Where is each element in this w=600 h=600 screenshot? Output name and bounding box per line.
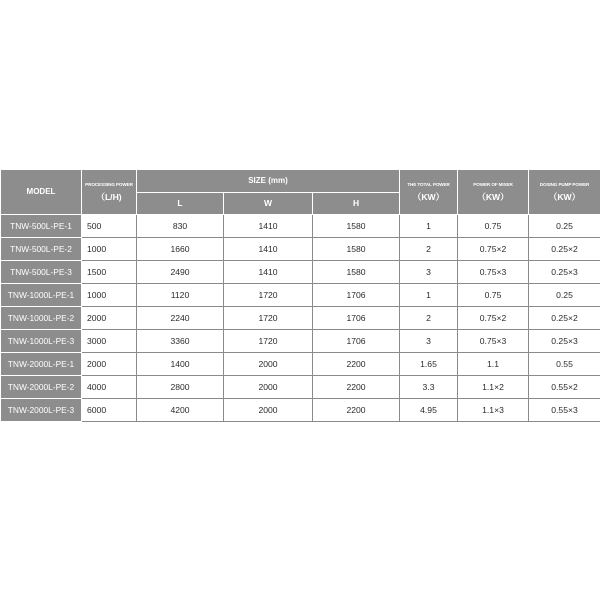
size-w-cell: 1410: [224, 215, 313, 238]
header-total-power: [400, 170, 458, 215]
size-h-cell: 1580: [313, 238, 400, 261]
size-h-cell: 1580: [313, 215, 400, 238]
mixer-power-cell: 0.75: [458, 284, 529, 307]
size-h-cell: 1706: [313, 284, 400, 307]
size-l-cell: 1660: [137, 238, 224, 261]
mixer-power-cell: 1.1: [458, 353, 529, 376]
size-l-cell: 3360: [137, 330, 224, 353]
header-dosing-power-label: DOSING PUMP POWER: [539, 181, 590, 187]
processing-cell: 1500: [82, 261, 137, 284]
spec-table: [0, 169, 600, 422]
dosing-power-cell: 0.25×3: [529, 261, 600, 284]
total-power-cell: 1: [400, 284, 458, 307]
total-power-cell: 1: [400, 215, 458, 238]
header-mixer-power-label: POWER OF MIXER: [473, 181, 513, 187]
total-power-cell: 4.95: [400, 399, 458, 422]
header-model: MODEL: [1, 170, 82, 215]
spec-table-body: [1, 215, 600, 422]
size-l-cell: 830: [137, 215, 224, 238]
model-cell: TNW-500L-PE-2: [1, 238, 82, 261]
header-size-h: H: [313, 193, 400, 215]
mixer-power-cell: 1.1×3: [458, 399, 529, 422]
header-size-w: W: [224, 193, 313, 215]
header-row-1: [1, 170, 600, 193]
size-l-cell: 2800: [137, 376, 224, 399]
total-power-cell: 3.3: [400, 376, 458, 399]
header-processing-power-label: PROCESSING POWER: [85, 181, 133, 187]
size-w-cell: 1720: [224, 284, 313, 307]
model-cell: TNW-500L-PE-3: [1, 261, 82, 284]
processing-cell: 1000: [82, 284, 137, 307]
size-h-cell: 1580: [313, 261, 400, 284]
dosing-power-cell: 0.25: [529, 284, 600, 307]
model-cell: TNW-1000L-PE-2: [1, 307, 82, 330]
mixer-power-cell: 0.75: [458, 215, 529, 238]
header-processing-power-unit: （L/H): [96, 192, 122, 203]
header-total-power-label: THE TOTAL POWER: [407, 181, 450, 187]
header-size-l: L: [137, 193, 224, 215]
mixer-power-cell: 1.1×2: [458, 376, 529, 399]
processing-cell: 3000: [82, 330, 137, 353]
table-row: [1, 376, 600, 399]
header-total-power-unit: （KW）: [412, 192, 445, 203]
total-power-cell: 3: [400, 261, 458, 284]
processing-cell: 6000: [82, 399, 137, 422]
table-row: [1, 307, 600, 330]
size-w-cell: 1410: [224, 261, 313, 284]
total-power-cell: 2: [400, 307, 458, 330]
size-h-cell: 1706: [313, 307, 400, 330]
model-cell: TNW-2000L-PE-2: [1, 376, 82, 399]
table-row: [1, 261, 600, 284]
model-cell: TNW-1000L-PE-1: [1, 284, 82, 307]
size-l-cell: 4200: [137, 399, 224, 422]
size-w-cell: 2000: [224, 353, 313, 376]
mixer-power-cell: 0.75×3: [458, 261, 529, 284]
size-l-cell: 1400: [137, 353, 224, 376]
processing-cell: 500: [82, 215, 137, 238]
processing-cell: 2000: [82, 353, 137, 376]
size-w-cell: 2000: [224, 399, 313, 422]
table-row: [1, 238, 600, 261]
mixer-power-cell: 0.75×3: [458, 330, 529, 353]
dosing-power-cell: 0.55: [529, 353, 600, 376]
header-mixer-power-unit: （KW）: [477, 192, 509, 203]
table-row: [1, 353, 600, 376]
size-h-cell: 2200: [313, 376, 400, 399]
dosing-power-cell: 0.55×3: [529, 399, 600, 422]
total-power-cell: 2: [400, 238, 458, 261]
processing-cell: 4000: [82, 376, 137, 399]
size-h-cell: 1706: [313, 330, 400, 353]
size-h-cell: 2200: [313, 399, 400, 422]
header-size: SIZE (mm): [137, 170, 400, 193]
size-h-cell: 2200: [313, 353, 400, 376]
header-processing-power: [82, 170, 137, 215]
model-cell: TNW-1000L-PE-3: [1, 330, 82, 353]
header-mixer-power: [458, 170, 529, 215]
size-l-cell: 2240: [137, 307, 224, 330]
dosing-power-cell: 0.25×2: [529, 238, 600, 261]
size-w-cell: 1720: [224, 330, 313, 353]
mixer-power-cell: 0.75×2: [458, 238, 529, 261]
header-dosing-power: [529, 170, 600, 215]
model-cell: TNW-2000L-PE-1: [1, 353, 82, 376]
size-w-cell: 1410: [224, 238, 313, 261]
size-l-cell: 1120: [137, 284, 224, 307]
header-dosing-power-unit: （KW）: [548, 192, 581, 203]
size-w-cell: 2000: [224, 376, 313, 399]
size-w-cell: 1720: [224, 307, 313, 330]
dosing-power-cell: 0.25×3: [529, 330, 600, 353]
processing-cell: 1000: [82, 238, 137, 261]
table-row: [1, 399, 600, 422]
total-power-cell: 1.65: [400, 353, 458, 376]
mixer-power-cell: 0.75×2: [458, 307, 529, 330]
total-power-cell: 3: [400, 330, 458, 353]
table-row: [1, 215, 600, 238]
dosing-power-cell: 0.55×2: [529, 376, 600, 399]
table-row: [1, 330, 600, 353]
dosing-power-cell: 0.25: [529, 215, 600, 238]
size-l-cell: 2490: [137, 261, 224, 284]
processing-cell: 2000: [82, 307, 137, 330]
model-cell: TNW-500L-PE-1: [1, 215, 82, 238]
dosing-power-cell: 0.25×2: [529, 307, 600, 330]
table-row: [1, 284, 600, 307]
model-cell: TNW-2000L-PE-3: [1, 399, 82, 422]
